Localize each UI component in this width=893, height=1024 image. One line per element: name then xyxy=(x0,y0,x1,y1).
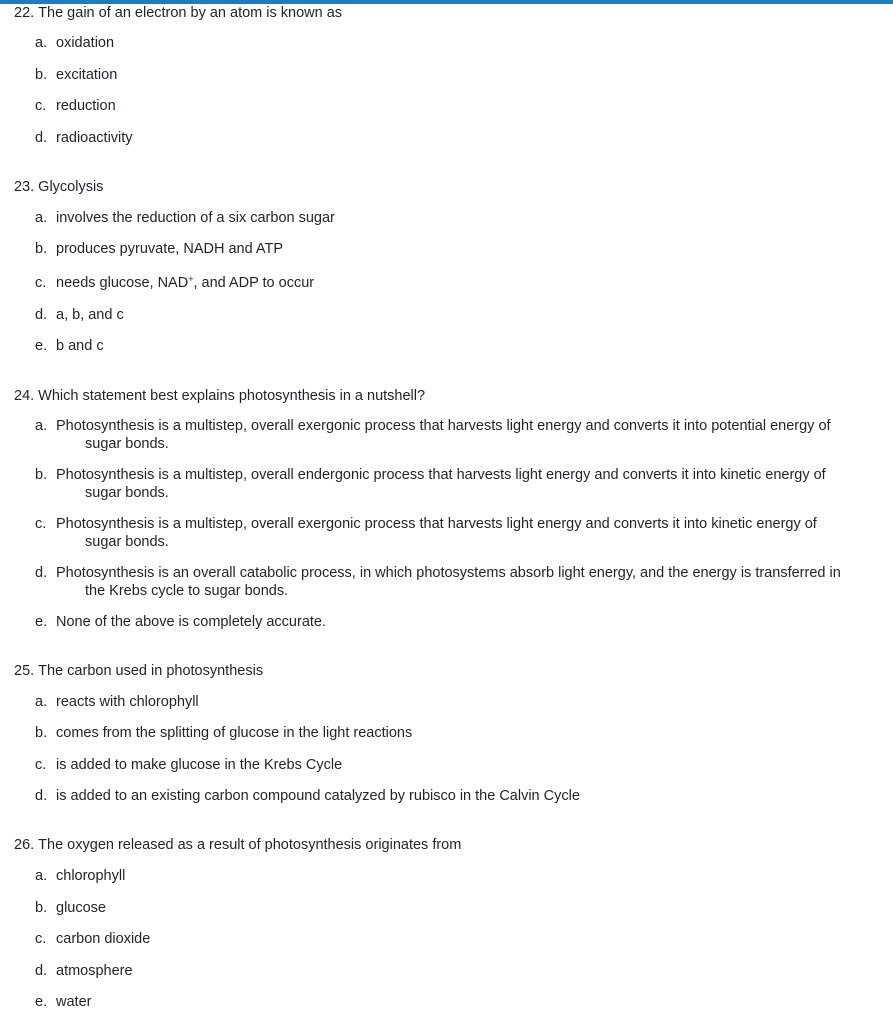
option-letter: b. xyxy=(35,67,48,83)
option-letter: e. xyxy=(35,614,48,630)
option-letter: a. xyxy=(35,35,48,51)
option-letter: a. xyxy=(35,418,48,434)
option-23-a[interactable] xyxy=(35,209,875,227)
option-text: radioactivity xyxy=(56,130,133,146)
option-line-2: sugar bonds. xyxy=(85,436,169,452)
option-text: excitation xyxy=(56,67,118,83)
option-23-b[interactable] xyxy=(35,240,875,258)
option-letter: b. xyxy=(35,725,48,741)
question-number: 23. xyxy=(14,179,35,195)
option-line-1: Photosynthesis is a multistep, overall endergonic process that harvests light energy and converts it into kinetic energy of xyxy=(56,467,826,483)
option-letter: d. xyxy=(35,130,48,146)
option-text: reacts with chlorophyll xyxy=(56,694,199,710)
option-text: reduction xyxy=(56,98,116,114)
option-line-2: the Krebs cycle to sugar bonds. xyxy=(85,583,289,599)
option-23-c[interactable] xyxy=(35,274,875,292)
option-25-d[interactable] xyxy=(35,787,875,805)
option-letter: b. xyxy=(35,900,48,916)
option-letter: d. xyxy=(35,307,48,323)
option-line-1: Photosynthesis is an overall catabolic process, in which photosystems absorb light energy, and the energy is transferred in xyxy=(56,565,841,581)
option-letter: a. xyxy=(35,694,48,710)
option-24-b[interactable] xyxy=(35,466,875,502)
question-title xyxy=(14,387,874,405)
question-text: Glycolysis xyxy=(38,179,104,195)
option-22-c[interactable] xyxy=(35,97,875,115)
option-26-b[interactable] xyxy=(35,899,875,917)
option-letter: c. xyxy=(35,516,47,532)
option-26-d[interactable] xyxy=(35,962,875,980)
option-text: a, b, and c xyxy=(56,307,124,323)
option-text xyxy=(35,417,875,453)
option-text: produces pyruvate, NADH and ATP xyxy=(56,241,284,257)
question-22 xyxy=(14,4,874,146)
option-text: is added to make glucose in the Krebs Cycle xyxy=(56,757,343,773)
option-24-a[interactable] xyxy=(35,417,875,453)
option-24-d[interactable] xyxy=(35,564,875,600)
option-text: atmosphere xyxy=(56,963,133,979)
option-letter: d. xyxy=(35,565,48,581)
question-number: 24. xyxy=(14,388,35,404)
option-text-start: needs glucose, NAD xyxy=(56,275,189,291)
option-letter: a. xyxy=(35,868,48,884)
option-text: is added to an existing carbon compound catalyzed by rubisco in the Calvin Cycle xyxy=(56,788,580,804)
option-text xyxy=(35,466,875,502)
question-title xyxy=(14,836,874,854)
option-letter: e. xyxy=(35,338,48,354)
option-text: carbon dioxide xyxy=(56,931,151,947)
option-letter: d. xyxy=(35,788,48,804)
option-letter: d. xyxy=(35,963,48,979)
option-letter: b. xyxy=(35,241,48,257)
option-24-e[interactable] xyxy=(35,613,875,631)
option-26-e[interactable] xyxy=(35,993,875,1011)
option-letter: c. xyxy=(35,931,47,947)
option-23-e[interactable] xyxy=(35,337,875,355)
question-number: 25. xyxy=(14,663,35,679)
option-text: comes from the splitting of glucose in the light reactions xyxy=(56,725,413,741)
question-text: The oxygen released as a result of photosynthesis originates from xyxy=(38,837,462,853)
option-text: chlorophyll xyxy=(56,868,126,884)
option-letter: b. xyxy=(35,467,48,483)
superscript-plus: + xyxy=(188,274,194,284)
option-letter: e. xyxy=(35,994,48,1010)
question-24 xyxy=(14,387,874,630)
question-text: The carbon used in photosynthesis xyxy=(38,663,264,679)
question-title xyxy=(14,178,874,196)
option-23-d[interactable] xyxy=(35,306,875,324)
option-25-a[interactable] xyxy=(35,693,875,711)
option-letter: c. xyxy=(35,757,47,773)
question-25 xyxy=(14,662,874,804)
option-text: glucose xyxy=(56,900,106,916)
option-line-1: Photosynthesis is a multistep, overall exergonic process that harvests light energy and converts it into potential energy of xyxy=(56,418,831,434)
option-text xyxy=(35,274,875,292)
option-25-b[interactable] xyxy=(35,724,875,742)
option-text xyxy=(35,564,875,600)
option-22-a[interactable] xyxy=(35,34,875,52)
option-26-a[interactable] xyxy=(35,867,875,885)
question-title xyxy=(14,662,874,680)
option-22-b[interactable] xyxy=(35,66,875,84)
option-25-c[interactable] xyxy=(35,756,875,774)
option-text: involves the reduction of a six carbon sugar xyxy=(56,210,335,226)
option-text: oxidation xyxy=(56,35,115,51)
option-24-c[interactable] xyxy=(35,515,875,551)
option-letter: c. xyxy=(35,275,47,291)
question-number: 22. xyxy=(14,5,35,21)
option-text: None of the above is completely accurate. xyxy=(56,614,327,630)
question-title xyxy=(14,4,874,22)
option-text-end: , and ADP to occur xyxy=(193,275,315,291)
option-26-c[interactable] xyxy=(35,930,875,948)
option-text: b and c xyxy=(56,338,104,354)
question-number: 26. xyxy=(14,837,35,853)
option-line-2: sugar bonds. xyxy=(85,534,169,550)
question-text: The gain of an electron by an atom is known as xyxy=(38,5,343,21)
question-23 xyxy=(14,178,874,354)
option-line-2: sugar bonds. xyxy=(85,485,169,501)
option-22-d[interactable] xyxy=(35,129,875,147)
option-letter: c. xyxy=(35,98,47,114)
option-letter: a. xyxy=(35,210,48,226)
question-26 xyxy=(14,836,874,1010)
question-text: Which statement best explains photosynthesis in a nutshell? xyxy=(38,388,426,404)
option-text xyxy=(35,515,875,551)
option-text: water xyxy=(56,994,92,1010)
option-line-1: Photosynthesis is a multistep, overall exergonic process that harvests light energy and converts it into kinetic energy of xyxy=(56,516,817,532)
